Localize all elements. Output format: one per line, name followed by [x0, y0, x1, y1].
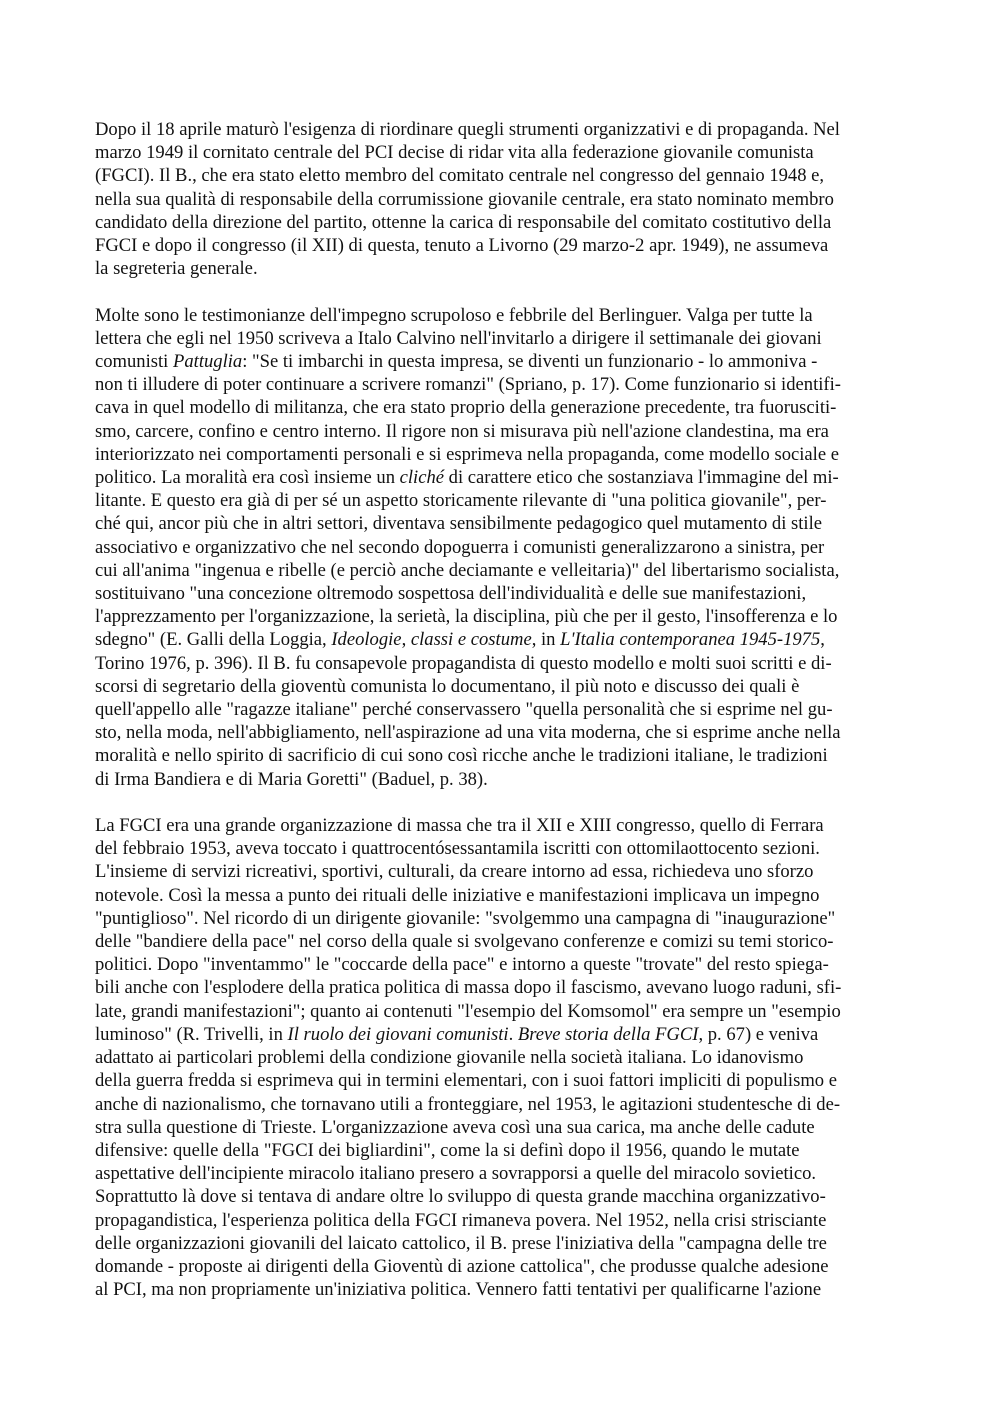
text-line — [95, 1023, 913, 1046]
text-segment: late, grandi manifestazioni"; quanto ai contenuti "l'esempio del Komsomol" era sempre un "esempio — [95, 1000, 841, 1022]
text-segment: quell'appello alle "ragazze italiane" perché conservassero "quella personalità che si esprime nel gu- — [95, 699, 833, 721]
text-line — [95, 628, 913, 651]
italic-title: Pattuglia — [173, 351, 243, 373]
text-line — [95, 1093, 913, 1116]
text-line — [95, 211, 913, 234]
paragraph — [95, 814, 913, 1301]
italic-title: cliché — [399, 467, 445, 489]
text-line — [95, 953, 913, 976]
text-line — [95, 1185, 913, 1208]
text-segment: , p. 67) e veniva — [698, 1023, 819, 1045]
italic-title: Ideologie — [331, 629, 402, 651]
text-segment: delle "bandiere della pace" nel corso della quale si svolgevano conferenze e comizi su temi storico- — [95, 931, 834, 953]
text-line — [95, 1209, 913, 1232]
italic-title: Breve storia della FGCI — [517, 1023, 699, 1045]
text-segment: candidato della direzione del partito, ottenne la carica di responsabile del comitato costitutivo della — [95, 211, 832, 233]
text-segment: delle organizzazioni giovanili del laicato cattolico, il B. prese l'iniziativa della "campagna delle tre — [95, 1232, 827, 1254]
text-segment: stra sulla questione di Trieste. L'organizzazione aveva così una sua carica, ma anche delle cadute — [95, 1116, 815, 1138]
text-line — [95, 512, 913, 535]
document-page — [95, 118, 913, 1301]
paragraph — [95, 118, 913, 280]
text-segment: (FGCI). Il B., che era stato eletto membro del comitato centrale nel congresso del gennaio 1948 e, — [95, 165, 825, 187]
text-segment: : "Se ti imbarchi in questa impresa, se diventi un funzionario - lo ammoniva - — [242, 351, 818, 373]
text-line — [95, 489, 913, 512]
text-line — [95, 304, 913, 327]
text-segment: , — [820, 629, 825, 651]
text-segment: Molte sono le testimonianze dell'impegno scrupoloso e febbrile del Berlinguer. Valga per tutte la — [95, 304, 813, 326]
text-segment: "puntiglioso". Nel ricordo di un dirigente giovanile: "svolgemmo una campagna di "inaugurazione" — [95, 907, 836, 929]
text-line — [95, 1139, 913, 1162]
text-segment: difensive: quelle della "FGCI dei bigliardini", come la si definì dopo il 1956, quando le mutate — [95, 1139, 800, 1161]
text-line — [95, 698, 913, 721]
text-segment: sostituivano "una concezione oltremodo sospettosa dell'individualità e delle sue manifestazioni, — [95, 583, 807, 605]
text-line — [95, 860, 913, 883]
text-segment: Soprattutto là dove si tentava di andare oltre lo sviluppo di questa grande macchina organizzativo- — [95, 1186, 826, 1208]
text-line — [95, 1069, 913, 1092]
text-segment: sdegno" (E. Galli della Loggia, — [95, 629, 332, 651]
text-line — [95, 234, 913, 257]
text-line — [95, 675, 913, 698]
text-segment: propagandistica, l'esperienza politica della FGCI rimaneva povera. Nel 1952, nella crisi strisciante — [95, 1209, 827, 1231]
text-segment: smo, carcere, confino e centro interno. Il rigore non si misurava più nell'azione clandestina, ma era — [95, 420, 829, 442]
text-line — [95, 1232, 913, 1255]
text-line — [95, 118, 913, 141]
text-segment: . — [508, 1023, 518, 1045]
text-segment: anche di nazionalismo, che tornavano utili a fronteggiare, nel 1953, le agitazioni studentesche di de- — [95, 1093, 841, 1115]
text-line — [95, 141, 913, 164]
text-segment: adattato ai particolari problemi della condizione giovanile nella società italiana. Lo idanovismo — [95, 1047, 804, 1069]
text-line — [95, 559, 913, 582]
italic-title: Il ruolo dei giovani comunisti — [287, 1023, 509, 1045]
text-line — [95, 1255, 913, 1278]
text-segment: non ti illudere di poter continuare a scrivere romanzi" (Spriano, p. 17). Come funzionario si identifi- — [95, 374, 841, 396]
text-segment: di carattere etico che sostanziava l'immagine del mi- — [444, 467, 839, 489]
text-segment: aspettative dell'incipiente miracolo italiano presero a sovrapporsi a quelle del miracolo sovietico. — [95, 1163, 817, 1185]
text-line — [95, 814, 913, 837]
text-segment: domande - proposte ai dirigenti della Gioventù di azione cattolica", che produsse qualche adesione — [95, 1255, 829, 1277]
text-line — [95, 976, 913, 999]
text-line — [95, 605, 913, 628]
text-segment: la segreteria generale. — [95, 258, 258, 280]
text-segment: L'insieme di servizi ricreativi, sportivi, culturali, da creare intorno ad essa, richiedeva uno sforzo — [95, 861, 814, 883]
paragraph — [95, 304, 913, 791]
text-segment: politico. La moralità era così insieme un — [95, 467, 400, 489]
italic-title: classi e costume — [410, 629, 532, 651]
text-segment: notevole. Così la messa a punto dei rituali delle iniziative e manifestazioni implicava un impegno — [95, 884, 820, 906]
text-line — [95, 164, 913, 187]
text-segment: sto, nella moda, nell'abbigliamento, nell'aspirazione ad una vita moderna, che si esprime anche nella — [95, 722, 841, 744]
text-segment: interiorizzato nei comportamenti personali e si esprimeva nella propaganda, come modello sociale e — [95, 443, 839, 465]
text-line — [95, 1000, 913, 1023]
text-segment: cui all'anima "ingenua e ribelle (e perciò anche deciamante e velleitaria)" del libertarismo socialista, — [95, 559, 840, 581]
text-segment: bili anche con l'esplodere della pratica politica di massa dopo il fascismo, avevano luogo raduni, sfi- — [95, 977, 842, 999]
text-segment: luminoso" (R. Trivelli, in — [95, 1023, 288, 1045]
text-segment: , in — [531, 629, 561, 651]
text-line — [95, 582, 913, 605]
text-line — [95, 652, 913, 675]
text-line — [95, 744, 913, 767]
text-segment: di Irma Bandiera e di Maria Goretti" (Baduel, p. 38). — [95, 768, 488, 790]
text-line — [95, 396, 913, 419]
text-segment: moralità e nello spirito di sacrificio di cui sono così ricche anche le tradizioni italiane, le tradizioni — [95, 745, 828, 767]
text-line — [95, 721, 913, 744]
text-segment: del febbraio 1953, aveva toccato i quattrocentósessantamila iscritti con ottomilaottocento sezioni. — [95, 838, 820, 860]
text-segment: scorsi di segretario della gioventù comunista lo documentano, il più noto e discusso dei quali è — [95, 675, 800, 697]
text-line — [95, 1162, 913, 1185]
text-line — [95, 1116, 913, 1139]
text-line — [95, 1278, 913, 1301]
text-segment: l'apprezzamento per l'organizzazione, la serietà, la disciplina, più che per il gesto, l'insofferenza e lo — [95, 606, 838, 628]
text-line — [95, 420, 913, 443]
text-line — [95, 443, 913, 466]
text-segment: cava in quel modello di militanza, che era stato proprio della generazione precedente, tra fuorusciti- — [95, 397, 837, 419]
text-segment: La FGCI era una grande organizzazione di massa che tra il XII e XIII congresso, quello di Ferrara — [95, 815, 824, 837]
text-line — [95, 327, 913, 350]
text-segment: FGCI e dopo il congresso (il XII) di questa, tenuto a Livorno (29 marzo-2 apr. 1949), ne assumeva — [95, 235, 829, 257]
text-segment: Dopo il 18 aprile maturò l'esigenza di riordinare quegli strumenti organizzativi e di propaganda. Nel — [95, 119, 840, 140]
text-segment: comunisti — [95, 351, 173, 373]
text-segment: politici. Dopo "inventammo" le "coccarde della pace" e intorno a queste "trovate" del resto spiega- — [95, 954, 829, 976]
text-segment: , — [401, 629, 411, 651]
text-line — [95, 907, 913, 930]
text-segment: al PCI, ma non propriamente un'iniziativa politica. Vennero fatti tentativi per qualificarne l'azione — [95, 1279, 822, 1301]
text-line — [95, 768, 913, 791]
text-segment: della guerra fredda si esprimeva qui in termini elementari, con i suoi fattori impliciti di populismo e — [95, 1070, 837, 1092]
text-line — [95, 1046, 913, 1069]
text-line — [95, 884, 913, 907]
text-line — [95, 188, 913, 211]
text-segment: nella sua qualità di responsabile della corrumissione giovanile centrale, era stato nominato membro — [95, 188, 834, 210]
text-segment: lettera che egli nel 1950 scriveva a Italo Calvino nell'invitarlo a dirigere il settimanale dei giovani — [95, 327, 822, 349]
text-line — [95, 257, 913, 280]
text-line — [95, 536, 913, 559]
italic-title: L'Italia contemporanea 1945-1975 — [560, 629, 821, 651]
text-line — [95, 466, 913, 489]
text-line — [95, 373, 913, 396]
text-line — [95, 350, 913, 373]
text-segment: Torino 1976, p. 396). Il B. fu consapevole propagandista di questo modello e molti suoi scritti e di- — [95, 652, 832, 674]
text-line — [95, 837, 913, 860]
text-segment: marzo 1949 il cornitato centrale del PCI decise di ridar vita alla federazione giovanile comunista — [95, 142, 814, 164]
text-segment: ché qui, ancor più che in altri settori, diventava sensibilmente pedagogico quel mutamento di stile — [95, 513, 823, 535]
text-segment: litante. E questo era già di per sé un aspetto storicamente rilevante di "una politica giovanile", per- — [95, 490, 827, 512]
text-segment: associativo e organizzativo che nel secondo dopoguerra i comunisti generalizzarono a sinistra, per — [95, 536, 825, 558]
text-line — [95, 930, 913, 953]
